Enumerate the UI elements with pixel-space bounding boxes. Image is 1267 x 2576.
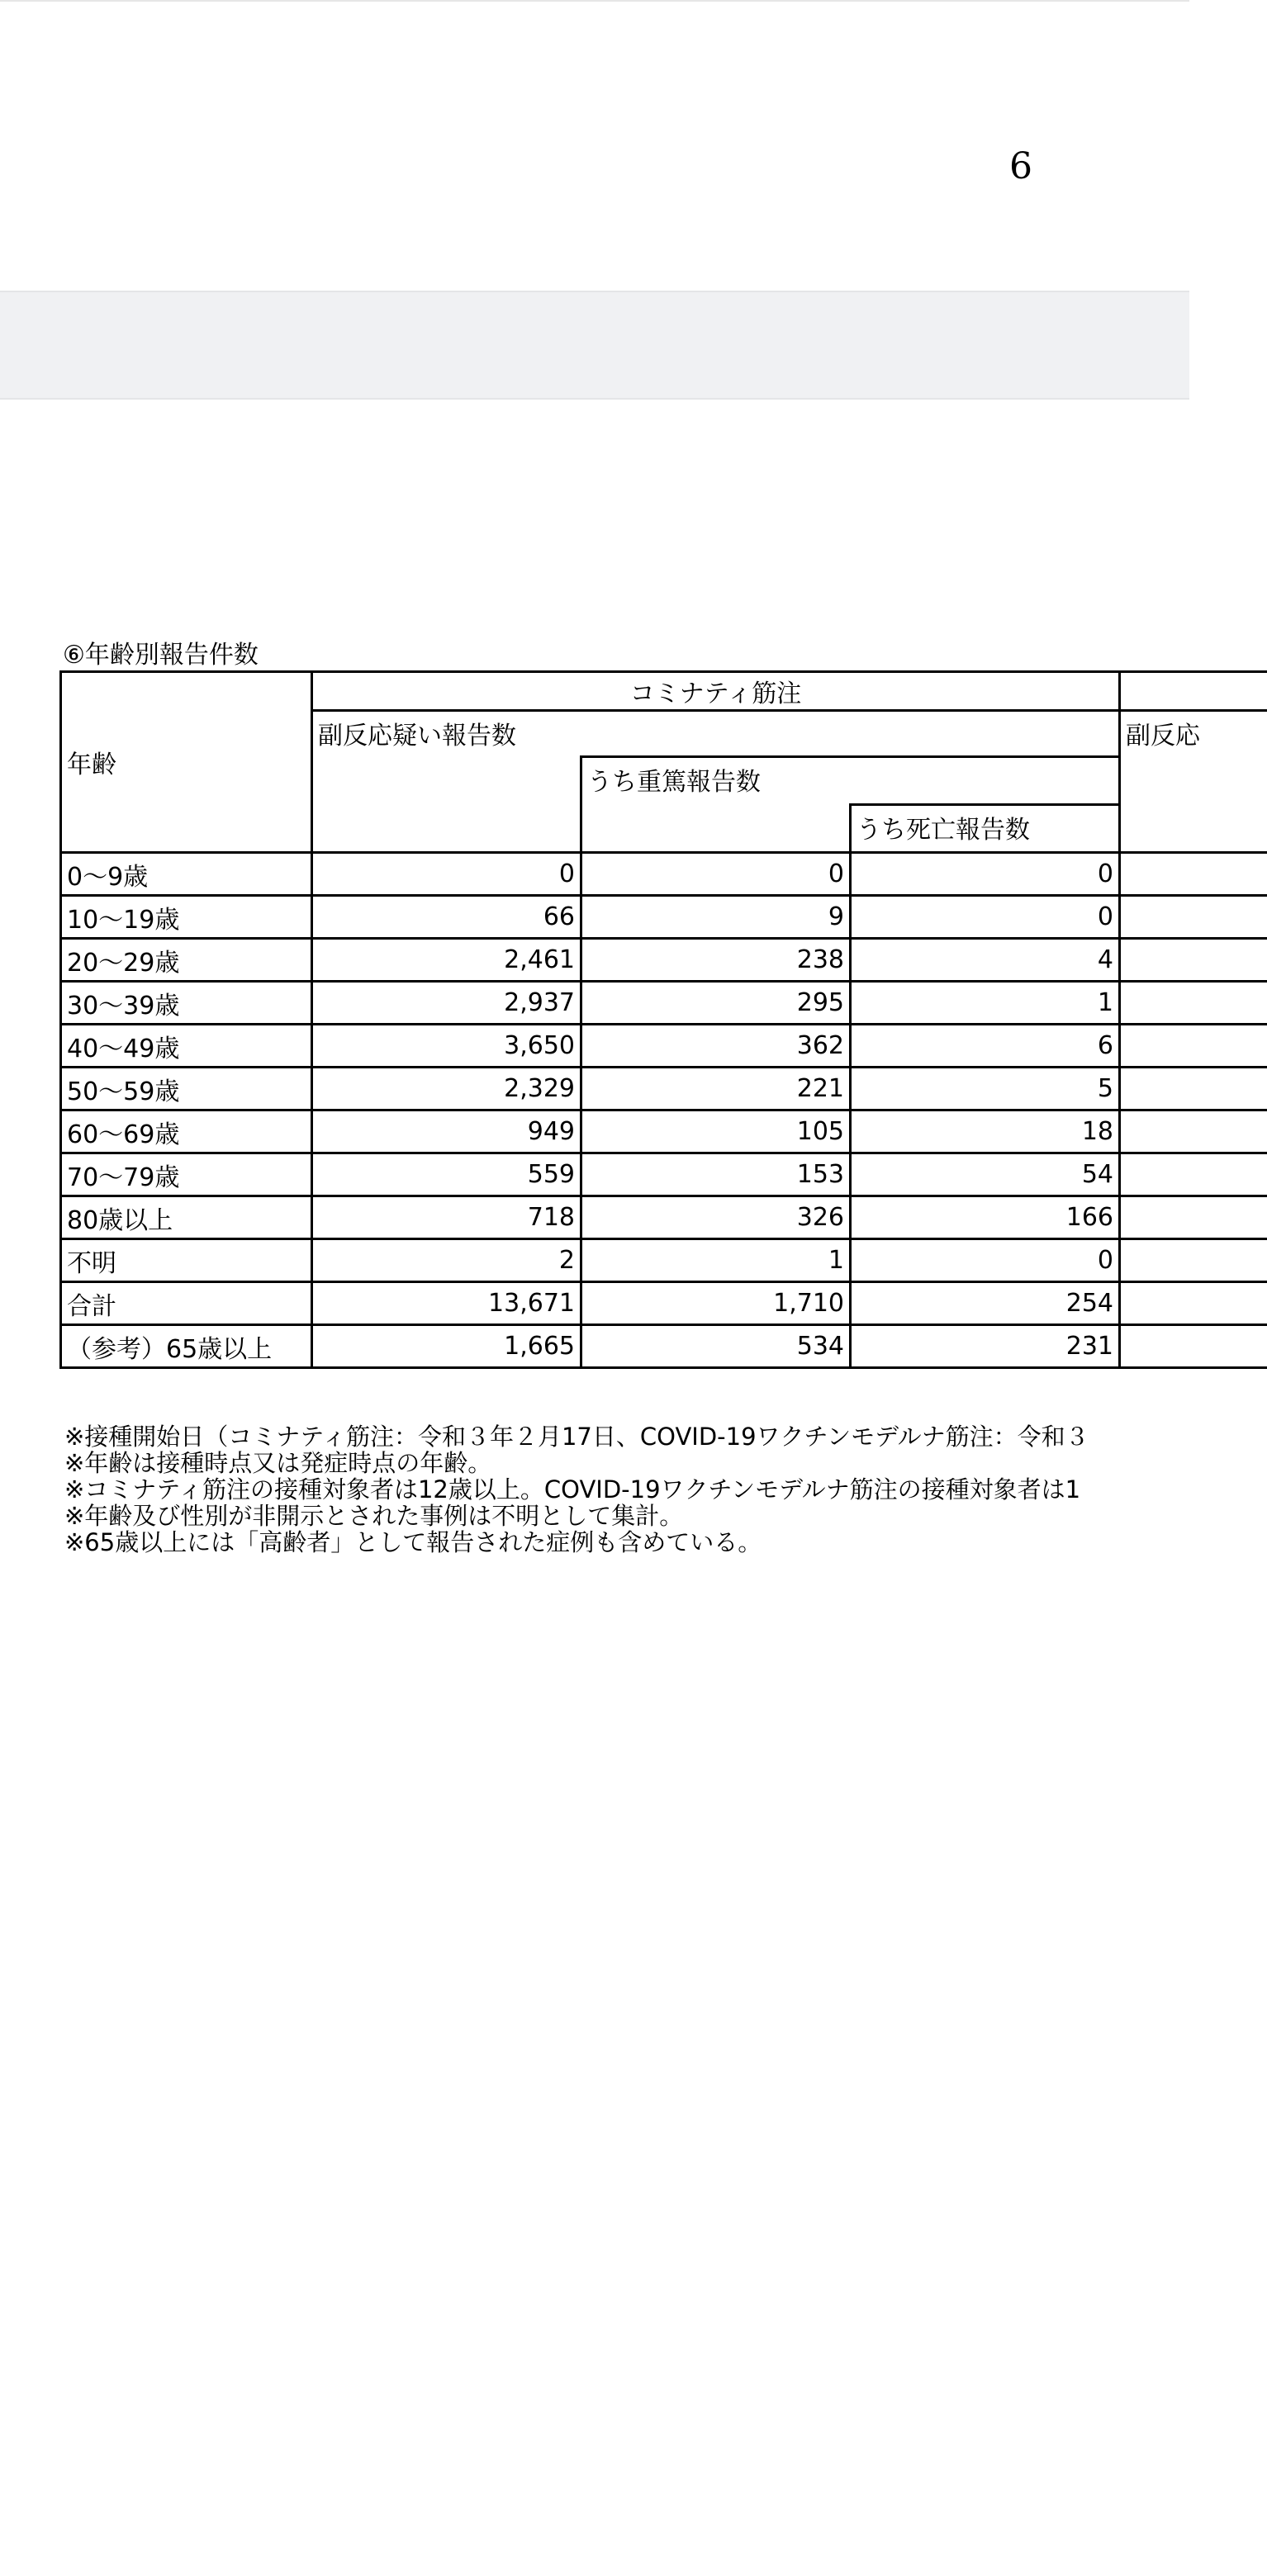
age-report-table xyxy=(59,670,1267,1369)
next-brand-cell xyxy=(1120,1282,1267,1325)
table-row xyxy=(61,939,1267,982)
death-header: うち死亡報告数 xyxy=(851,805,1120,853)
table-row xyxy=(61,1239,1267,1282)
table-row xyxy=(61,896,1267,939)
page-number: 6 xyxy=(1009,145,1032,187)
brand-header: コミナティ筋注 xyxy=(312,672,1120,711)
death-cell: 18 xyxy=(851,1110,1120,1153)
reports-cell: 949 xyxy=(312,1110,581,1153)
note-line: ※コミナティ筋注の接種対象者は12歳以上。COVID-19ワクチンモデルナ筋注の接種対象者は1 xyxy=(64,1475,1081,1503)
age-cell: 50～59歳 xyxy=(61,1068,312,1110)
reports-cell: 2,937 xyxy=(312,982,581,1025)
reports-header-spacer xyxy=(312,757,581,805)
next-brand-cell xyxy=(1120,1110,1267,1153)
table-row xyxy=(61,1025,1267,1068)
next-brand-cell xyxy=(1120,1325,1267,1368)
death-cell: 1 xyxy=(851,982,1120,1025)
reports-header-spacer-2 xyxy=(312,805,581,853)
age-cell: 70～79歳 xyxy=(61,1153,312,1196)
age-cell: 40～49歳 xyxy=(61,1025,312,1068)
next-brand-cell xyxy=(1120,896,1267,939)
death-cell: 0 xyxy=(851,896,1120,939)
note-line: ※接種開始日（コミナティ筋注：令和３年２月17日、COVID-19ワクチンモデルナ筋注：令和３ xyxy=(64,1423,1089,1451)
next-brand-cell xyxy=(1120,1025,1267,1068)
reports-cell: 13,671 xyxy=(312,1282,581,1325)
death-cell: 54 xyxy=(851,1153,1120,1196)
serious-cell: 9 xyxy=(581,896,851,939)
age-cell: 60～69歳 xyxy=(61,1110,312,1153)
age-cell: 80歳以上 xyxy=(61,1196,312,1239)
next-brand-cell xyxy=(1120,853,1267,896)
reports-cell: 66 xyxy=(312,896,581,939)
age-cell: 10～19歳 xyxy=(61,896,312,939)
age-cell: 不明 xyxy=(61,1239,312,1282)
death-cell: 4 xyxy=(851,939,1120,982)
serious-cell: 326 xyxy=(581,1196,851,1239)
serious-cell: 295 xyxy=(581,982,851,1025)
next-brand-cell xyxy=(1120,1153,1267,1196)
note-line: ※年齢は接種時点又は発症時点の年齢。 xyxy=(64,1449,492,1477)
top-divider xyxy=(0,0,1189,2)
notes xyxy=(64,1423,1189,1556)
reports-header-next: 副反応 xyxy=(1120,711,1267,853)
age-cell: （参考）65歳以上 xyxy=(61,1325,312,1368)
table-row xyxy=(61,1153,1267,1196)
reports-cell: 2,329 xyxy=(312,1068,581,1110)
section-title: ⑥年齢別報告件数 xyxy=(63,641,259,670)
age-cell: 0～9歳 xyxy=(61,853,312,896)
serious-cell: 238 xyxy=(581,939,851,982)
reports-cell: 0 xyxy=(312,853,581,896)
reports-cell: 2 xyxy=(312,1239,581,1282)
serious-cell: 1,710 xyxy=(581,1282,851,1325)
table-row xyxy=(61,1196,1267,1239)
serious-cell: 153 xyxy=(581,1153,851,1196)
next-brand-cell xyxy=(1120,1239,1267,1282)
table-row xyxy=(61,1110,1267,1153)
serious-header: うち重篤報告数 xyxy=(581,757,1120,805)
death-cell: 0 xyxy=(851,1239,1120,1282)
reports-header: 副反応疑い報告数 xyxy=(312,711,1120,757)
brand-header-next xyxy=(1120,672,1267,711)
next-brand-cell xyxy=(1120,1068,1267,1110)
table-row xyxy=(61,853,1267,896)
reports-cell: 559 xyxy=(312,1153,581,1196)
next-brand-cell xyxy=(1120,982,1267,1025)
age-cell: 20～29歳 xyxy=(61,939,312,982)
death-cell: 231 xyxy=(851,1325,1120,1368)
serious-cell: 1 xyxy=(581,1239,851,1282)
serious-cell: 105 xyxy=(581,1110,851,1153)
death-cell: 6 xyxy=(851,1025,1120,1068)
death-cell: 0 xyxy=(851,853,1120,896)
age-report-table-wrapper xyxy=(59,670,1200,1430)
table-row xyxy=(61,1068,1267,1110)
reports-cell: 3,650 xyxy=(312,1025,581,1068)
note-line: ※年齢及び性別が非開示とされた事例は不明として集計。 xyxy=(64,1502,684,1530)
next-brand-cell xyxy=(1120,939,1267,982)
reports-cell: 718 xyxy=(312,1196,581,1239)
serious-cell: 221 xyxy=(581,1068,851,1110)
page-separator-band xyxy=(0,291,1189,400)
death-cell: 254 xyxy=(851,1282,1120,1325)
table-row xyxy=(61,1282,1267,1325)
serious-header-spacer xyxy=(581,805,851,853)
death-cell: 166 xyxy=(851,1196,1120,1239)
death-cell: 5 xyxy=(851,1068,1120,1110)
serious-cell: 0 xyxy=(581,853,851,896)
serious-cell: 534 xyxy=(581,1325,851,1368)
reports-cell: 2,461 xyxy=(312,939,581,982)
age-cell: 合計 xyxy=(61,1282,312,1325)
table-row xyxy=(61,982,1267,1025)
table-row xyxy=(61,1325,1267,1368)
age-header: 年齢 xyxy=(61,672,312,853)
age-cell: 30～39歳 xyxy=(61,982,312,1025)
note-line: ※65歳以上には「高齢者」として報告された症例も含めている。 xyxy=(64,1528,762,1556)
serious-cell: 362 xyxy=(581,1025,851,1068)
reports-cell: 1,665 xyxy=(312,1325,581,1368)
next-brand-cell xyxy=(1120,1196,1267,1239)
